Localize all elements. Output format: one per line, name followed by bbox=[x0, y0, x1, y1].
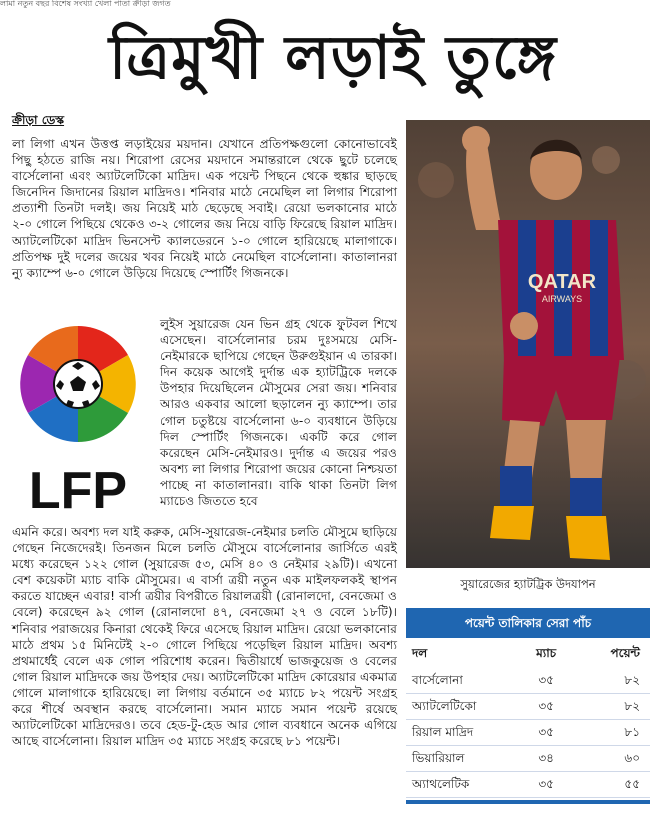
matches-played: ৩৫ bbox=[538, 725, 554, 739]
dateline: ক্রীড়া ডেস্ক bbox=[12, 113, 65, 127]
matches-played: ৩৪ bbox=[538, 751, 554, 765]
top-strip: লামা নতুন বছর বিশেষ সংখ্যা খেলা পাতা ক্রীড়া জগত bbox=[0, 0, 171, 8]
table-row bbox=[406, 694, 650, 720]
team-name: বার্সেলোনা bbox=[412, 673, 463, 687]
team-name: অ্যাটলেটিকো bbox=[412, 699, 477, 713]
points-table-header-row bbox=[406, 638, 650, 668]
photo-caption: সুয়ারেজের হ্যাটট্রিক উদযাপন bbox=[460, 577, 596, 591]
table-row bbox=[406, 720, 650, 746]
header-points: পয়েন্ট bbox=[610, 646, 640, 660]
suarez-photo bbox=[406, 120, 650, 568]
shirt-sponsor-text: QATAR bbox=[527, 271, 597, 293]
points: ৮১ bbox=[624, 725, 640, 739]
lfp-logo-text: LFP bbox=[28, 462, 128, 520]
points-table bbox=[406, 608, 650, 804]
points: ৮২ bbox=[624, 673, 640, 687]
team-name: ভিয়ারিয়াল bbox=[412, 751, 465, 765]
matches-played: ৩৫ bbox=[538, 699, 554, 713]
lfp-logo bbox=[12, 320, 154, 520]
article-paragraph-1: লা লিগা এখন উত্তপ্ত লড়াইয়ের ময়দান। যেখানে প্রতিপক্ষগুলো কোনোভাবেই পিছু হঠতে রাজি নয়। শিরোপা রেসের ময়দানে সমান্তরালে থেকে ছুটে চলেছে বার্সেলোনা এবং অ্যাটলেটিকো মাদ্রিদ। এক পয়েন্ট পিছনে থেকে হুঙ্কার ছাড়ছে জিনেদিন জিদানের রিয়াল মাদ্রিদও। শনিবার মাঠে নেমেছিল লা লিগার শিরোপা প্রত্যাশী তিনটা দলই। জয় নিয়েই মাঠ ছেড়েছে সবাই। রেয়ো ভলকানোর মাঠে ২-০ গোলে পিছিয়ে থেকেও ৩-২ গোলের জয় নিয়ে বাড়ি ফিরেছে রিয়াল মাদ্রিদ। অ্যাটলেটিকো মাদ্রিদ ভিনসেন্ট ক্যালডেরনে ১-০ গোলে হারিয়েছে মালাগাকে। প্রতিপক্ষ দুই দলের জয়ের খবর নিয়েই মাঠে নেমেছিল বার্সেলোনা। কাতালানরা ন্যু ক্যাম্পে ৬-০ গোলে উড়িয়ে দিয়েছে স্পোর্টিং গিজনকে। bbox=[12, 137, 397, 280]
team-name: অ্যাথলেটিক bbox=[412, 777, 470, 791]
points: ৫৫ bbox=[624, 777, 640, 791]
points: ৬০ bbox=[624, 751, 640, 765]
team-name: রিয়াল মাদ্রিদ bbox=[412, 725, 474, 739]
matches-played: ৩৫ bbox=[538, 777, 554, 791]
table-row bbox=[406, 772, 650, 798]
points-table-footer-rule bbox=[406, 800, 650, 804]
article-paragraph-3: এমনি করে। অবশ্য দল যাই করুক, মেসি-সুয়ারেজ-নেইমার চলতি মৌসুমে ছাড়িয়ে গেছেন নিজেদেরই। তিনজন মিলে চলতি মৌসুমে বার্সেলোনার জার্সিতে এরই মধ্যে করেছেন ১২২ গোল (সুয়ারেজ ৫৩, মেসি ৪০ ও নেইমার ২৯টি)। এখনো বেশ কয়েকটা ম্যাচ বাকি মৌসুমের। এ বার্সা ত্রয়ী নতুন এক মাইলফলকই স্থাপন করতে যাচ্ছেন এবার! বার্সা ত্রয়ীর বিপরীতে রিয়ালত্রয়ী (রোনালদো, বেনজেমা ও বেলে) করেছেন ৯২ গোল (রোনালদো ৪৭, বেনজেমা ২৭ ও বেলে ১৮টি)। শনিবার পরাজয়ের কিনারা থেকেই ফিরে এসেছে রিয়াল মাদ্রিদ। রেয়ো ভলকানোর মাঠে প্রথম ১৫ মিনিটেই ২-০ গোলে পিছিয়ে পড়েছিল রিয়াল মাদ্রিদ। অবশ্য প্রথমার্ধেই বেলে এক গোল পরিশোধ করেন। দ্বিতীয়ার্ধে ভাজকুয়েজ ও বেলের গোল রিয়াল মাদ্রিদকে জয় উপহার দেয়। অ্যাটলেটিকো মাদ্রিদ কোরেয়ার একমাত্র গোলে মালাগাকে হারিয়েছে। লা লিগায় বর্তমানে ৩৫ ম্যাচে ৮২ পয়েন্ট সংগ্রহ করে শীর্ষে অবস্থান করছে বার্সেলোনা। সমান ম্যাচে সমান পয়েন্ট রয়েছে অ্যাটলেটিকো মাদ্রিদেরও। তবে হেড-টু-হেড আর গোল ব্যবধানে অনেক এগিয়ে আছে বার্সেলোনা। রিয়াল মাদ্রিদ ৩৫ ম্যাচে সংগ্রহ করেছে ৮১ পয়েন্ট। bbox=[12, 525, 397, 749]
headline: ত্রিমুখী লড়াই তুঙ্গে bbox=[109, 23, 557, 93]
table-row bbox=[406, 668, 650, 694]
points-table-title: পয়েন্ট তালিকার সেরা পাঁচ bbox=[406, 608, 650, 638]
header-team: দল bbox=[412, 646, 428, 660]
matches-played: ৩৫ bbox=[538, 673, 554, 687]
table-row bbox=[406, 746, 650, 772]
article-paragraph-2: লুইস সুয়ারেজ যেন ভিন গ্রহ থেকে ফুটবল শিখে এসেছেন। বার্সেলোনার চরম দুঃসময়ে মেসি-নেইমারকে ছাপিয়ে গেছেন উরুগুইয়ান এ তারকা। দিন কয়েক আগেই দুর্দান্ত এক হ্যাটট্রিকে দলকে উপহার দিয়েছিলেন মৌসুমের সেরা জয়। শনিবার আরও একবার আলো ছড়ালেন ন্যু ক্যাম্পে। তার গোল চতুষ্টয়ে বার্সেলোনা ৬-০ ব্যবধানে উড়িয়ে দিল স্পোর্টিং গিজনকে। একটি করে গোল করেছেন মেসি-নেইমারও। দুর্দান্ত এ জয়ের পরও অবশ্য লা লিগার শিরোপা জয়ের কোনো নিশ্চয়তা পাচ্ছে না কাতালানরা। বাকি থাকা তিনটা লিগ ম্যাচেও জিততে হবে bbox=[160, 317, 397, 509]
header-matches: ম্যাচ bbox=[536, 646, 557, 660]
points: ৮২ bbox=[624, 699, 640, 713]
shirt-sponsor-subtext: AIRWAYS bbox=[541, 294, 583, 304]
